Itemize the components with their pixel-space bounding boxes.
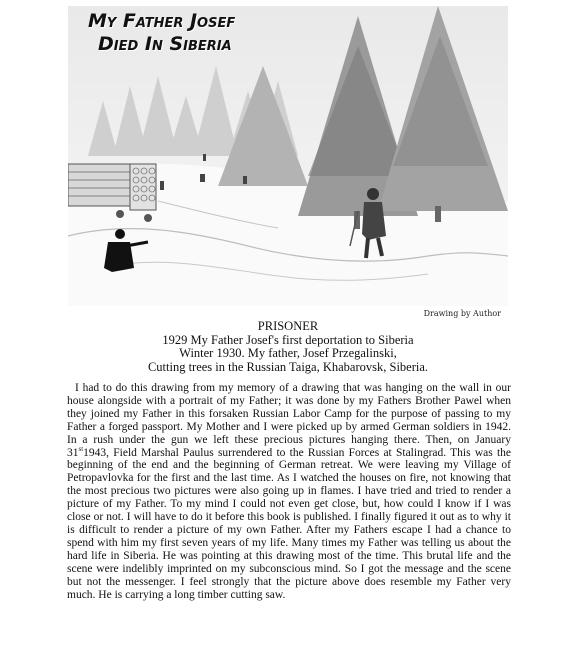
body-superscript: st [78,444,84,453]
body-text-part-1: I had to do this drawing from my memory of a drawing that was hanging on the wall in our house alongside with a portrait of my Father; it was done by my Fathers Brother Pawel when they joined my Father in this forsaken Russian Labor Camp for the purpose of passing to my Father a forged passport. My Mother and I were picked up by armed German soldiers in 1942. In a rush under the gun we left these precious pictures hanging there. Then, on January 31 [67,382,511,459]
caption-line-3: Winter 1930. My father, Josef Przegalinski, [179,346,397,360]
body-text-part-2: 1943, Field Marshal Paulus surrendered to the Russian Forces at Stalingrad. This was the beginning of the end and the beginning of German retreat. We were leaving my Village of Petropavlovka for the first and the last time. As I watched the houses on fire, not knowing that the most precious two pictures were also going up in flames. I have tried and tried to render a picture of my Father. To my mind I could not even get close, but, how could I know if I was close or not. I will have to do it before this book is published. I finally figured it out as to why it is difficult to render a picture of my own Father. After my Fathers escape I had a chance to spend with him my first seven years of my life. Many times my Father was telling us about the hard life in Siberia. He was pointing at this drawing most of the time. This brutal life and the scene were indelibly imprinted on my subconscious mind. So I got the message and the scene but not the messenger. I feel strongly that the picture above does resemble my Father very much. He is carrying a long timber cutting saw. [67,446,511,601]
caption-line-4: Cutting trees in the Russian Taiga, Khabarovsk, Siberia. [147,359,429,374]
drawing-caption [68,320,508,374]
body-paragraph [67,382,511,601]
chapter-title [80,10,235,56]
caption-line-1: PRISONER [257,319,319,333]
title-line-2: Died In Siberia [98,33,232,55]
caption-line-2: 1929 My Father Josef's first deportation to Siberia [162,332,414,347]
drawing-credit: Drawing by Author [423,309,501,318]
title-line-1: My Father Josef [88,10,236,32]
